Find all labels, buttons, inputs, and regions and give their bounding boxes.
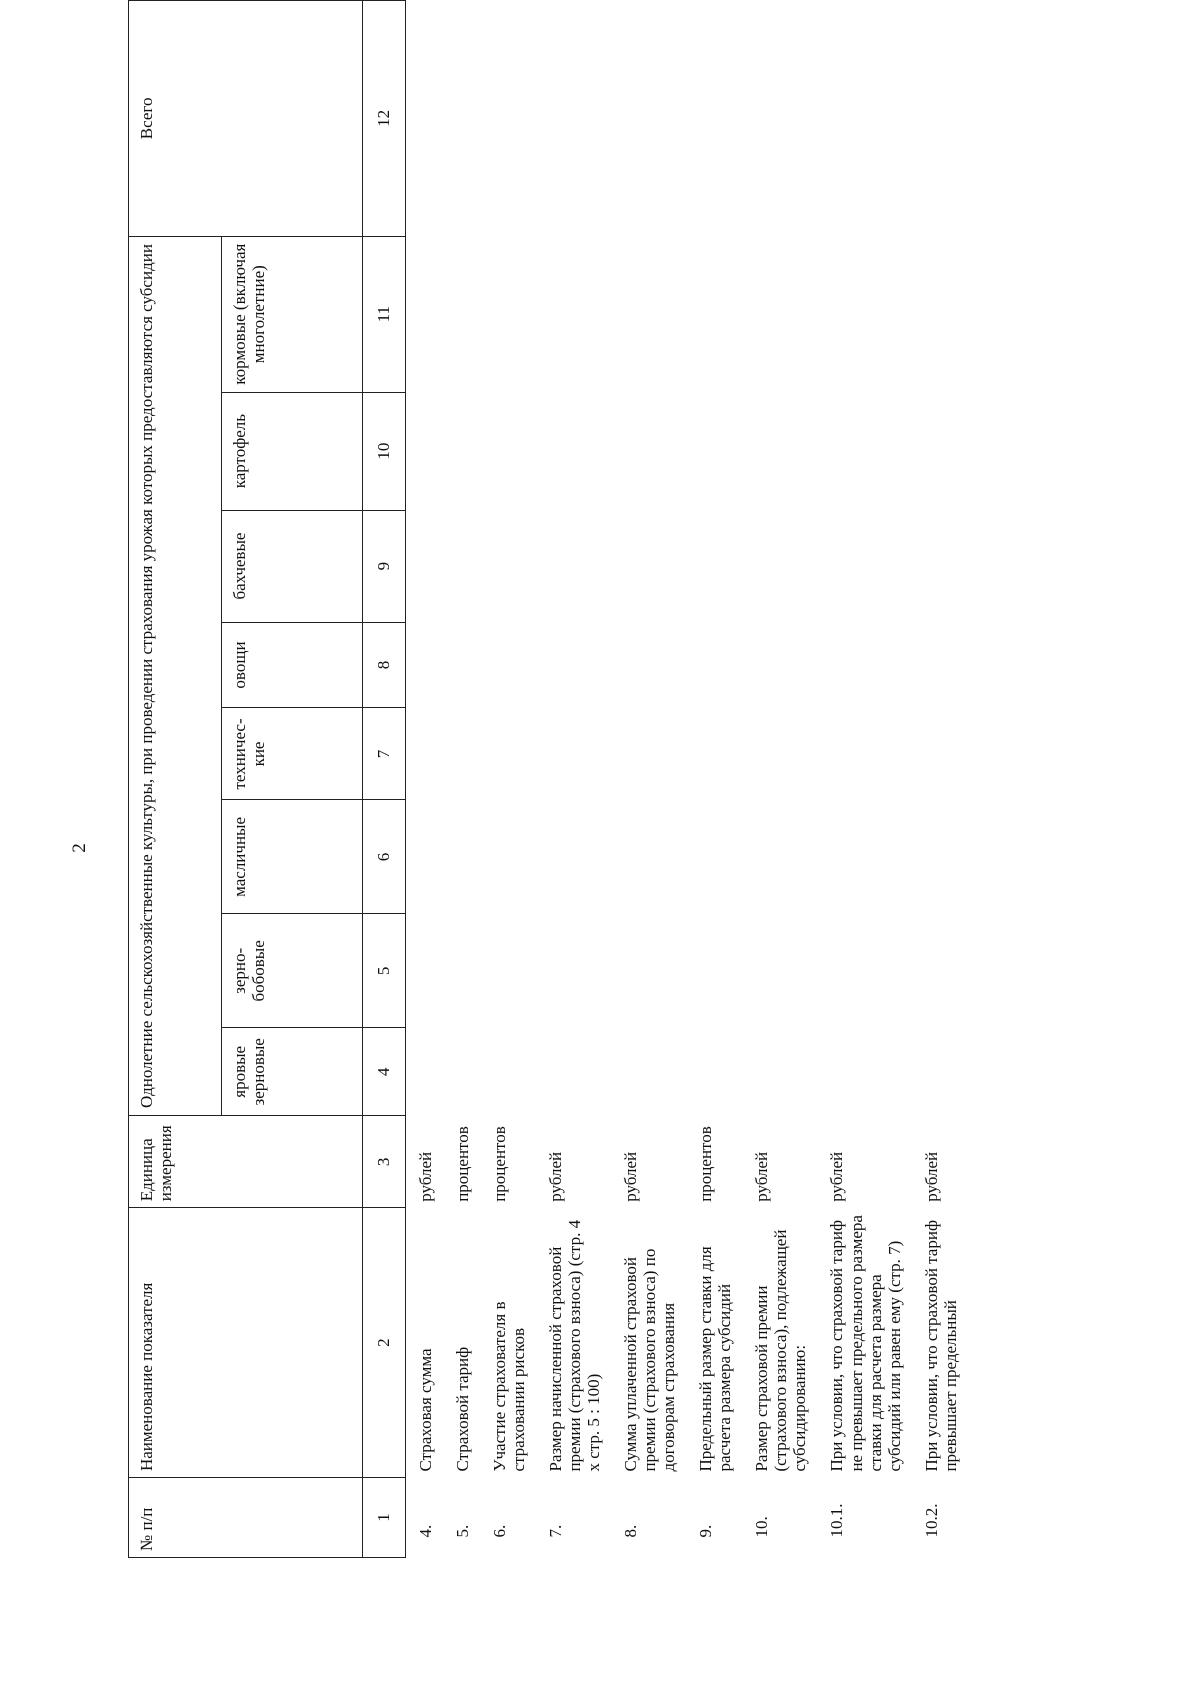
table-row	[443, 1, 480, 1558]
row-number: 10.	[752, 1516, 772, 1538]
row-name: При условии, что страховой тариф не превышает предельного размера ставки для расчета размера субсидий или равен ему (стр. 7)	[827, 1215, 904, 1472]
row-number: 10.2.	[921, 1503, 941, 1538]
table-row	[611, 1, 686, 1558]
header-crop-fodder: кормовые (включая многолетние)	[222, 236, 363, 392]
header-crop-vegetables: овощи	[222, 622, 363, 708]
row-unit: рублей	[827, 1151, 847, 1202]
row-unit: процентов	[490, 1126, 510, 1202]
header-name: Наименование показателя	[129, 1208, 363, 1478]
report-table	[128, 0, 968, 1558]
header-total: Всего	[129, 1, 363, 237]
row-name: При условии, что страховой тариф превышает предельный	[921, 1220, 960, 1472]
header-crop-oilseeds: масличные	[222, 800, 363, 914]
row-unit: рублей	[752, 1151, 772, 1202]
row-number: 8.	[621, 1524, 641, 1538]
header-crops-group: Однолетние сельскохозяйственные культуры, при проведении страхования урожая которых предоставляются субсидии	[129, 236, 222, 1116]
header-crop-potato: картофель	[222, 392, 363, 510]
column-number: 12	[363, 1, 406, 237]
header-crop-legumes: зерно-бобовые	[222, 914, 363, 1028]
page-number: 2	[69, 843, 90, 853]
row-unit: процентов	[696, 1126, 716, 1202]
row-name: Размер начисленной страховой премии (страхового взноса) (стр. 4 х стр. 5 : 100)	[546, 1219, 604, 1472]
column-number: 9	[363, 510, 406, 622]
table-row	[536, 1, 611, 1558]
row-number: 6.	[490, 1524, 510, 1538]
row-unit: рублей	[546, 1151, 566, 1202]
row-number: 7.	[546, 1524, 566, 1538]
row-unit: рублей	[416, 1151, 435, 1202]
row-unit: рублей	[621, 1151, 641, 1202]
row-name: Страховая сумма	[416, 1348, 435, 1472]
row-name: Участие страхователя в страховании рисков	[490, 1301, 529, 1472]
column-number: 5	[363, 914, 406, 1028]
column-number: 6	[363, 800, 406, 914]
table-row	[817, 1, 911, 1558]
row-number: 5.	[453, 1524, 473, 1538]
table-row	[912, 1, 968, 1558]
header-crop-melons: бахчевые	[222, 510, 363, 622]
row-name: Предельный размер ставки для расчета размера субсидий	[696, 1246, 735, 1472]
row-unit: процентов	[453, 1126, 473, 1202]
header-crop-technical: техничес-кие	[222, 708, 363, 800]
column-number: 3	[363, 1116, 406, 1208]
column-number: 7	[363, 708, 406, 800]
column-number: 4	[363, 1028, 406, 1116]
table-row	[406, 1, 444, 1558]
row-number: 4.	[416, 1524, 435, 1538]
row-name: Размер страховой премии (страхового взноса), подлежащей субсидированию:	[752, 1229, 810, 1472]
table-row	[480, 1, 536, 1558]
column-number: 1	[363, 1478, 406, 1558]
table-row	[686, 1, 742, 1558]
row-name: Страховой тариф	[453, 1346, 473, 1472]
table-row	[742, 1, 817, 1558]
column-number: 8	[363, 622, 406, 708]
column-number: 11	[363, 236, 406, 392]
row-number: 10.1.	[827, 1503, 847, 1538]
header-unit: Единица измерения	[129, 1116, 363, 1208]
column-number: 2	[363, 1208, 406, 1478]
row-unit: рублей	[921, 1151, 941, 1202]
column-number: 10	[363, 392, 406, 510]
header-crop-spring-grain: яровые зерновые	[222, 1028, 363, 1116]
row-number: 9.	[696, 1524, 716, 1538]
row-name: Сумма уплаченной страховой премии (страхового взноса) по договорам страхования	[621, 1248, 679, 1472]
header-num: № п/п	[129, 1478, 363, 1558]
